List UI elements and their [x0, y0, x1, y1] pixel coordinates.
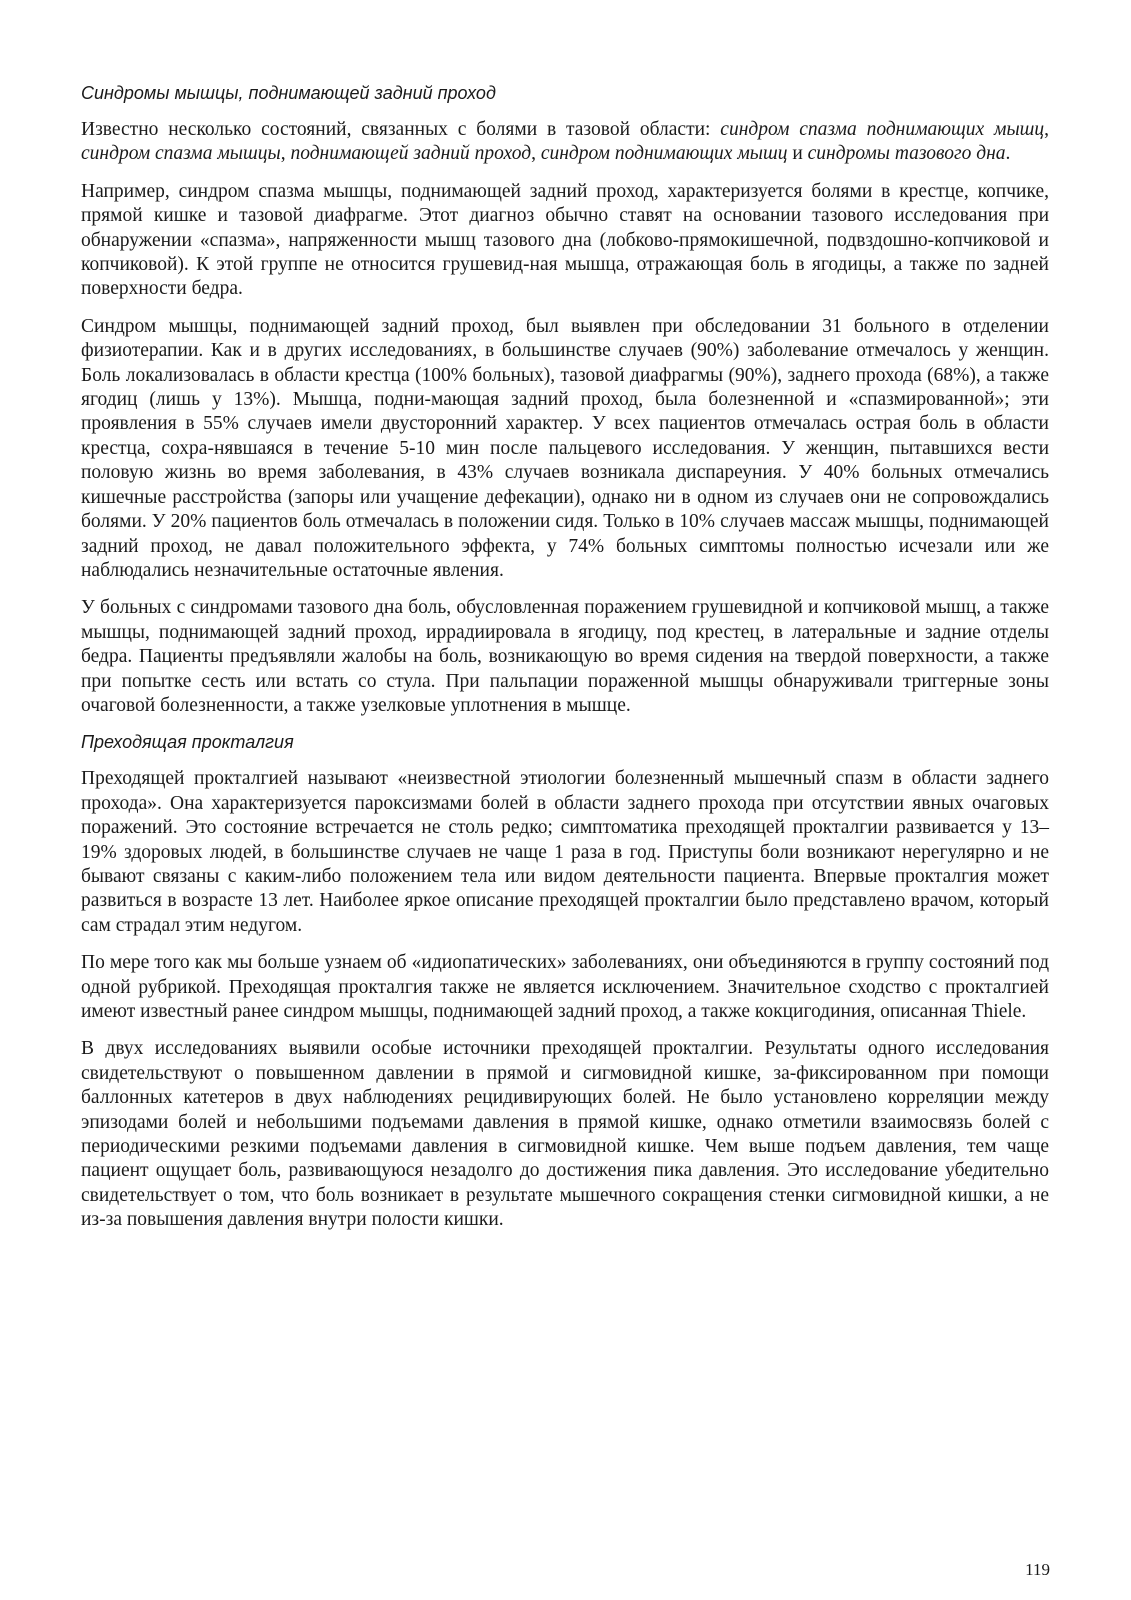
paragraph-pelvic-floor: У больных с синдромами тазового дна боль, обусловленная поражением грушевидной и копчиковой мышц, а также мышцы, поднимающей задний проход, иррадиировала в ягодицу, под крестец, в латеральные и задние отделы бедра. Пациенты предъявляли жалобы на боль, возникающую во время сидения на твердой поверхности, а также при попытке сесть или встать со стула. При пальпации пораженной мышцы обнаруживали триггерные зоны очаговой болезненности, а также узелковые уплотнения в мышце.	[81, 597, 1049, 716]
text-run: .	[1005, 143, 1011, 165]
page-content	[81, 82, 1049, 1246]
paragraph-research: В двух исследованиях выявили особые источники преходящей прокталгии. Результаты одного исследования свидетельствуют о повышенном давлении в прямой и сигмовидной кишке, за-фиксированном при помощи баллонных катетеров в двух наблюдениях рецидивирующих болей. Не было установлено корреляции между эпизодами болей и небольшими подъемами давления в прямой кишке, однако отметили взаимосвязь болей с периодическими резкими подъемами давления в сигмовидной кишке. Чем выше подъем давления, тем чаще пациент ощущает боль, развивающуюся незадолго до достижения пика давления. Это исследование убедительно свидетельствует о том, что боль возникает в результате мышечного сокращения стенки сигмовидной кишки, а не из-за повышения давления внутри полости кишки.	[81, 1038, 1049, 1231]
text-run: ,	[280, 143, 291, 165]
paragraph-study: Синдром мышцы, поднимающей задний проход, был выявлен при обследовании 31 больного в отделении физиотерапии. Как и в других исследованиях, в большинстве случаев (90%) заболевание отмечалось у женщин. Боль локализовалась в области крестца (100% больных), тазовой диафрагмы (90%), заднего прохода (68%), а также ягодиц (лишь у 13%). Мышца, подни-мающая задний проход, была болезненной и «спазмированной»; эти проявления в 55% случаев имели двусторонний характер. У всех пациентов отмечалась острая боль в области крестца, сохра-нявшаяся в течение 5-10 мин после пальцевого исследования. У женщин, пытавшихся вести половую жизнь во время заболевания, в 43% случаев возникала диспареуния. У 40% больных отмечались кишечные расстройства (запоры или учащение дефекации), однако ни в одном из случаев они не сопровождались болями. У 20% пациентов боль отмечалась в положении сидя. Только в 10% случаев массаж мышцы, поднимающей задний проход, не давал положительного эффекта, у 74% больных симптомы полностью исчезали или же наблюдались незначительные остаточные явления.	[81, 315, 1049, 581]
italic-term: синдром спазма поднимающих мышц	[720, 119, 1045, 140]
paragraph-proctalgia-definition: Преходящей прокталгией называют «неизвестной этиологии болезненный мышечный спазм в области заднего прохода». Она характеризуется пароксизмами болей в области заднего прохода при отсутствии явных очаговых поражений. Это состояние встречается не столь редко; симптоматика преходящей прокталгии развивается у 13–19% здоровых людей, в большинстве случаев не чаще 1 раза в год. Приступы боли возникают нерегулярно и не бывают связаны с каким-либо положением тела или видом деятельности пациента. Впервые прокталгия может развиться в возрасте 13 лет. Наиболее яркое описание преходящей прокталгии было представлено врачом, который сам страдал этим недугом.	[81, 768, 1049, 936]
text-run: ,	[531, 143, 541, 165]
italic-term: поднимающей задний проход	[290, 143, 532, 165]
text-run: ,	[1044, 119, 1050, 140]
paragraph-example: Например, синдром спазма мышцы, поднимающей задний проход, характеризуется болями в крестце, копчике, прямой кишке и тазовой диафрагме. Этот диагноз обычно ставят на основании тазового исследования при обнаружении «спазма», напряженности мышц тазового дна (лобково-прямокишечной, подвздошно-копчиковой и копчиковой). К этой группе не относится грушевид-ная мышца, отражающая боль в ягодицы, а также по задней поверхности бедра.	[81, 180, 1049, 300]
paragraph-idiopathic: По мере того как мы больше узнаем об «идиопатических» заболеваниях, они объединяются в группу состояний под одной рубрикой. Преходящая прокталгия также не является исключением. Значительное сходство с прокталгией имеют известный ранее синдром мышцы, поднимающей задний проход, а также кокцигодиния, описанная Thiele.	[81, 952, 1049, 1022]
paragraph-intro	[81, 118, 1049, 167]
page-number: 119	[1025, 1560, 1050, 1579]
text-run: Известно несколько состояний, связанных с болями в тазовой области:	[81, 119, 721, 140]
section-heading-proctalgia: Преходящая прокталгия	[81, 732, 294, 753]
italic-term: синдромы тазового дна	[807, 143, 1006, 165]
italic-term: синдром поднимающих мышц	[540, 143, 788, 165]
italic-term: синдром спазма мышцы	[81, 143, 281, 165]
section-heading-levator-syndromes: Синдромы мышцы, поднимающей задний проход	[81, 83, 496, 103]
text-run: и	[787, 143, 808, 165]
